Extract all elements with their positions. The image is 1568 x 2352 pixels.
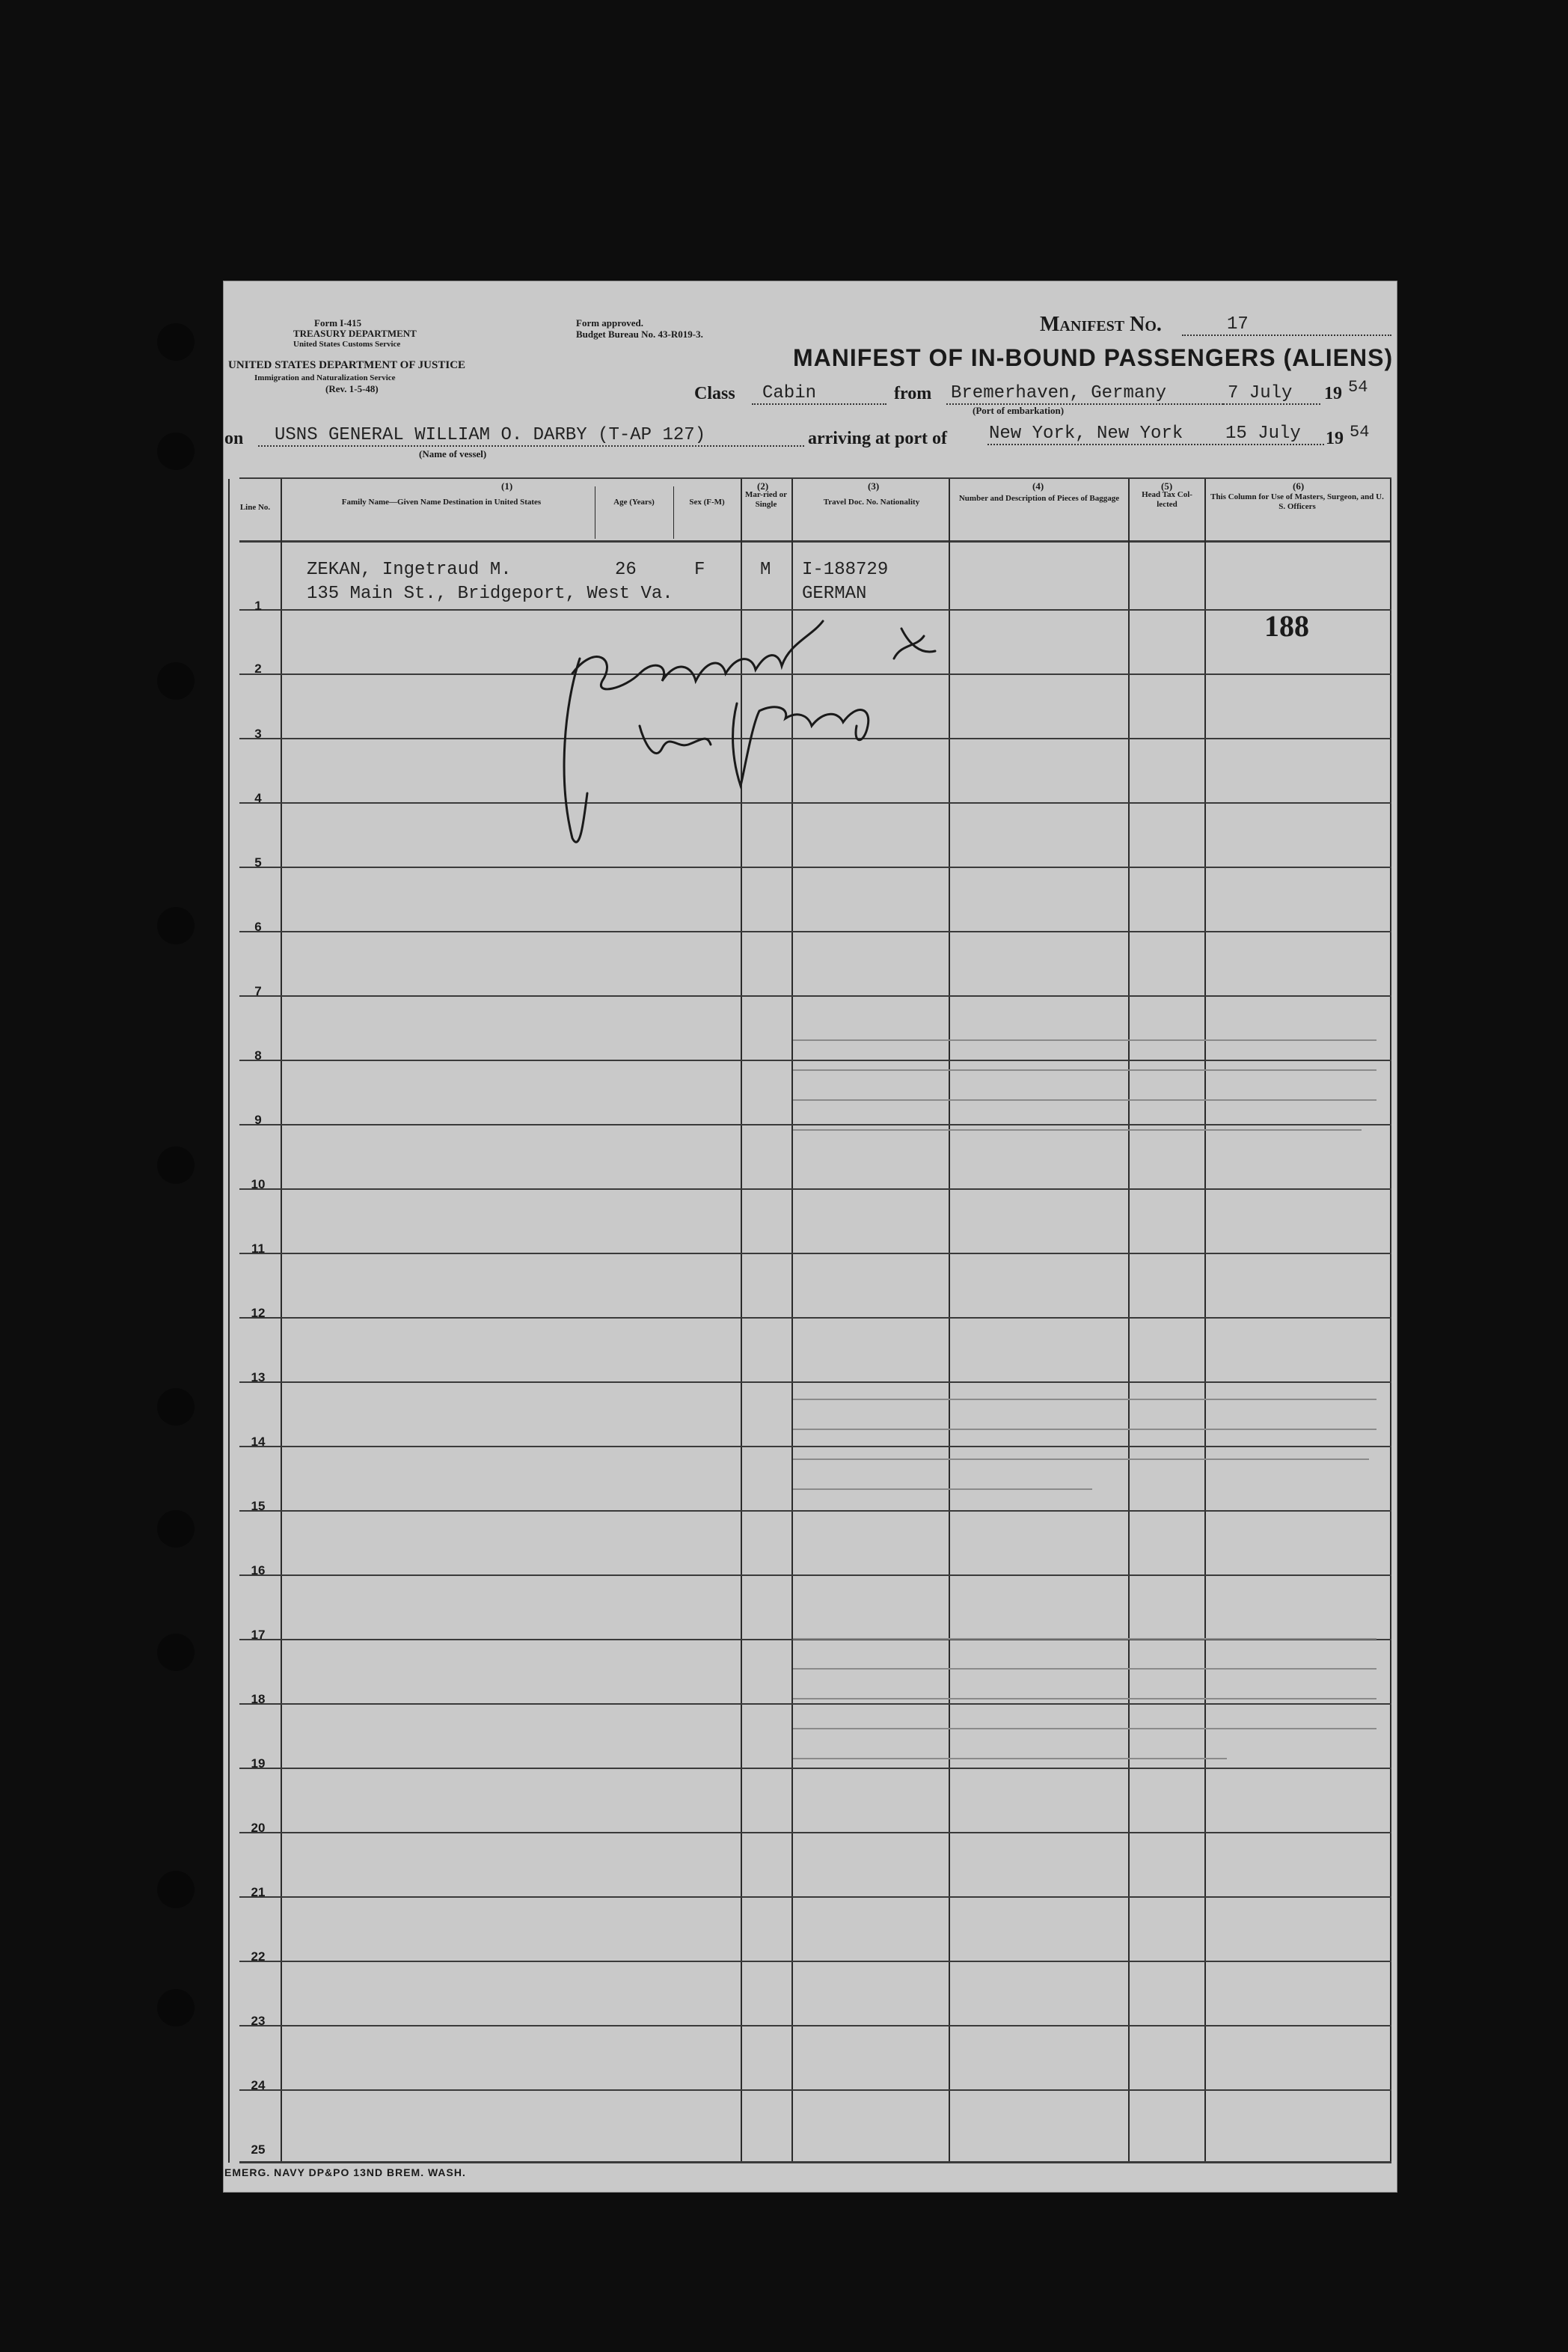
- row-number: 3: [254, 727, 262, 741]
- binder-hole: [157, 323, 195, 361]
- header-bottom-border: [239, 540, 1391, 543]
- embark-year-prefix: 19: [1324, 384, 1342, 403]
- row-number: 2: [254, 662, 262, 676]
- printer-imprint: EMERG. NAVY DP&PO 13ND BREM. WASH.: [224, 2166, 466, 2178]
- row-number: 9: [254, 1113, 262, 1127]
- binder-hole: [157, 1989, 195, 2026]
- embark-year: 54: [1348, 378, 1368, 397]
- header-baggage: Number and Description of Pieces of Baggage: [958, 494, 1120, 503]
- binder-hole: [157, 662, 195, 700]
- row-number: 14: [251, 1435, 266, 1449]
- ins-title: Immigration and Naturalization Service: [254, 373, 396, 382]
- header-married: Mar-ried or Single: [744, 490, 788, 509]
- header-official-use: This Column for Use of Masters, Surgeon, and U. S. Officers: [1210, 492, 1384, 511]
- form-number: Form I-415: [314, 317, 362, 329]
- row-number: 12: [251, 1306, 266, 1320]
- row-number: 18: [251, 1692, 266, 1706]
- on-label: on: [224, 429, 244, 448]
- row-separator: [239, 609, 1391, 611]
- passenger-travel-doc: I-188729: [802, 560, 889, 580]
- header-travel-doc: Travel Doc. No. Nationality: [823, 498, 920, 507]
- column-number: (6): [1293, 480, 1305, 492]
- row-number: 20: [251, 1821, 266, 1835]
- binder-hole: [157, 1146, 195, 1184]
- passenger-sex: F: [694, 560, 705, 580]
- col-divider-sex: [673, 486, 674, 539]
- embarkation-date: 7 July: [1223, 383, 1320, 405]
- row-number: 4: [254, 791, 262, 805]
- row-number: 19: [251, 1756, 266, 1771]
- arrival-date: 15 July: [1221, 424, 1324, 445]
- budget-bureau: Budget Bureau No. 43-R019-3.: [576, 329, 703, 340]
- bleed-through-texture: [778, 980, 1391, 1953]
- column-number: (4): [1032, 480, 1044, 492]
- row-number: 5: [254, 855, 262, 870]
- column-number: (2): [757, 480, 769, 492]
- row-number: 6: [254, 920, 262, 934]
- row-separator: [239, 931, 1391, 932]
- class-value: Cabin: [752, 383, 886, 405]
- passenger-name: ZEKAN, Ingetraud M.: [307, 560, 512, 580]
- row-separator: [239, 1961, 1391, 1962]
- passenger-marital-status: M: [760, 560, 771, 580]
- row-number: 16: [251, 1563, 266, 1577]
- table-left-border: [228, 479, 230, 2163]
- row-number: 23: [251, 2014, 266, 2028]
- row-separator: [239, 2089, 1391, 2091]
- column-number: (1): [501, 480, 513, 492]
- form-revision: (Rev. 1-5-48): [325, 383, 379, 394]
- column-number: (5): [1161, 480, 1173, 492]
- row-separator: [239, 2025, 1391, 2026]
- treasury-dept: TREASURY DEPARTMENT: [293, 328, 417, 339]
- manifest-title: MANIFEST OF IN-BOUND PASSENGERS (ALIENS): [793, 344, 1394, 371]
- doj-title: UNITED STATES DEPARTMENT OF JUSTICE: [228, 359, 466, 371]
- header-name-destination: Family Name—Given Name Destination in United States: [341, 498, 542, 507]
- vessel-name: USNS GENERAL WILLIAM O. DARBY (T-AP 127): [258, 425, 804, 447]
- row-number: 25: [251, 2142, 266, 2157]
- arrival-port: New York, New York: [987, 424, 1219, 445]
- embarkation-port: Bremerhaven, Germany: [946, 383, 1223, 405]
- handwritten-annotation: [550, 614, 954, 861]
- header-line-no: Line No.: [239, 503, 271, 512]
- table-top-border: [239, 477, 1391, 479]
- passenger-nationality: GERMAN: [802, 584, 867, 604]
- column-number: (3): [868, 480, 880, 492]
- row-number: 15: [251, 1499, 266, 1513]
- row-number: 10: [251, 1177, 266, 1191]
- binder-hole: [157, 433, 195, 470]
- row-number: 21: [251, 1885, 266, 1899]
- row-number: 7: [254, 984, 262, 998]
- arrival-year: 54: [1350, 423, 1370, 442]
- class-label: Class: [694, 384, 735, 403]
- vessel-caption: (Name of vessel): [419, 448, 487, 459]
- header-sex: Sex (F-M): [689, 498, 725, 507]
- manifest-no-label: Manifest No.: [1040, 313, 1162, 336]
- binder-hole: [157, 1388, 195, 1426]
- binder-hole: [157, 1871, 195, 1908]
- arrival-year-prefix: 19: [1326, 429, 1344, 448]
- col-divider-line: [281, 479, 282, 2163]
- row-number: 11: [251, 1241, 265, 1256]
- arriving-label: arriving at port of: [808, 429, 947, 448]
- header-head-tax: Head Tax Col-lected: [1142, 490, 1192, 509]
- customs-service: United States Customs Service: [293, 340, 401, 349]
- binder-hole: [157, 1634, 195, 1671]
- row-number: 8: [254, 1048, 262, 1063]
- row-number: 17: [251, 1628, 266, 1642]
- table-bottom-border: [239, 2161, 1391, 2163]
- row-number: 22: [251, 1949, 266, 1964]
- binder-hole: [157, 1510, 195, 1548]
- header-age: Age (Years): [613, 498, 655, 507]
- binder-hole: [157, 907, 195, 944]
- passenger-address: 135 Main St., Bridgeport, West Va.: [307, 584, 673, 604]
- row-separator: [239, 867, 1391, 868]
- official-number: 188: [1264, 609, 1309, 643]
- row-number: 1: [254, 599, 262, 613]
- form-approved: Form approved.: [576, 317, 644, 329]
- manifest-no-value: 17: [1182, 314, 1391, 336]
- embark-port-caption: (Port of embarkation): [973, 405, 1065, 416]
- passenger-age: 26: [615, 560, 637, 580]
- row-number: 13: [251, 1370, 266, 1384]
- row-number: 24: [251, 2078, 266, 2092]
- from-label: from: [894, 384, 932, 403]
